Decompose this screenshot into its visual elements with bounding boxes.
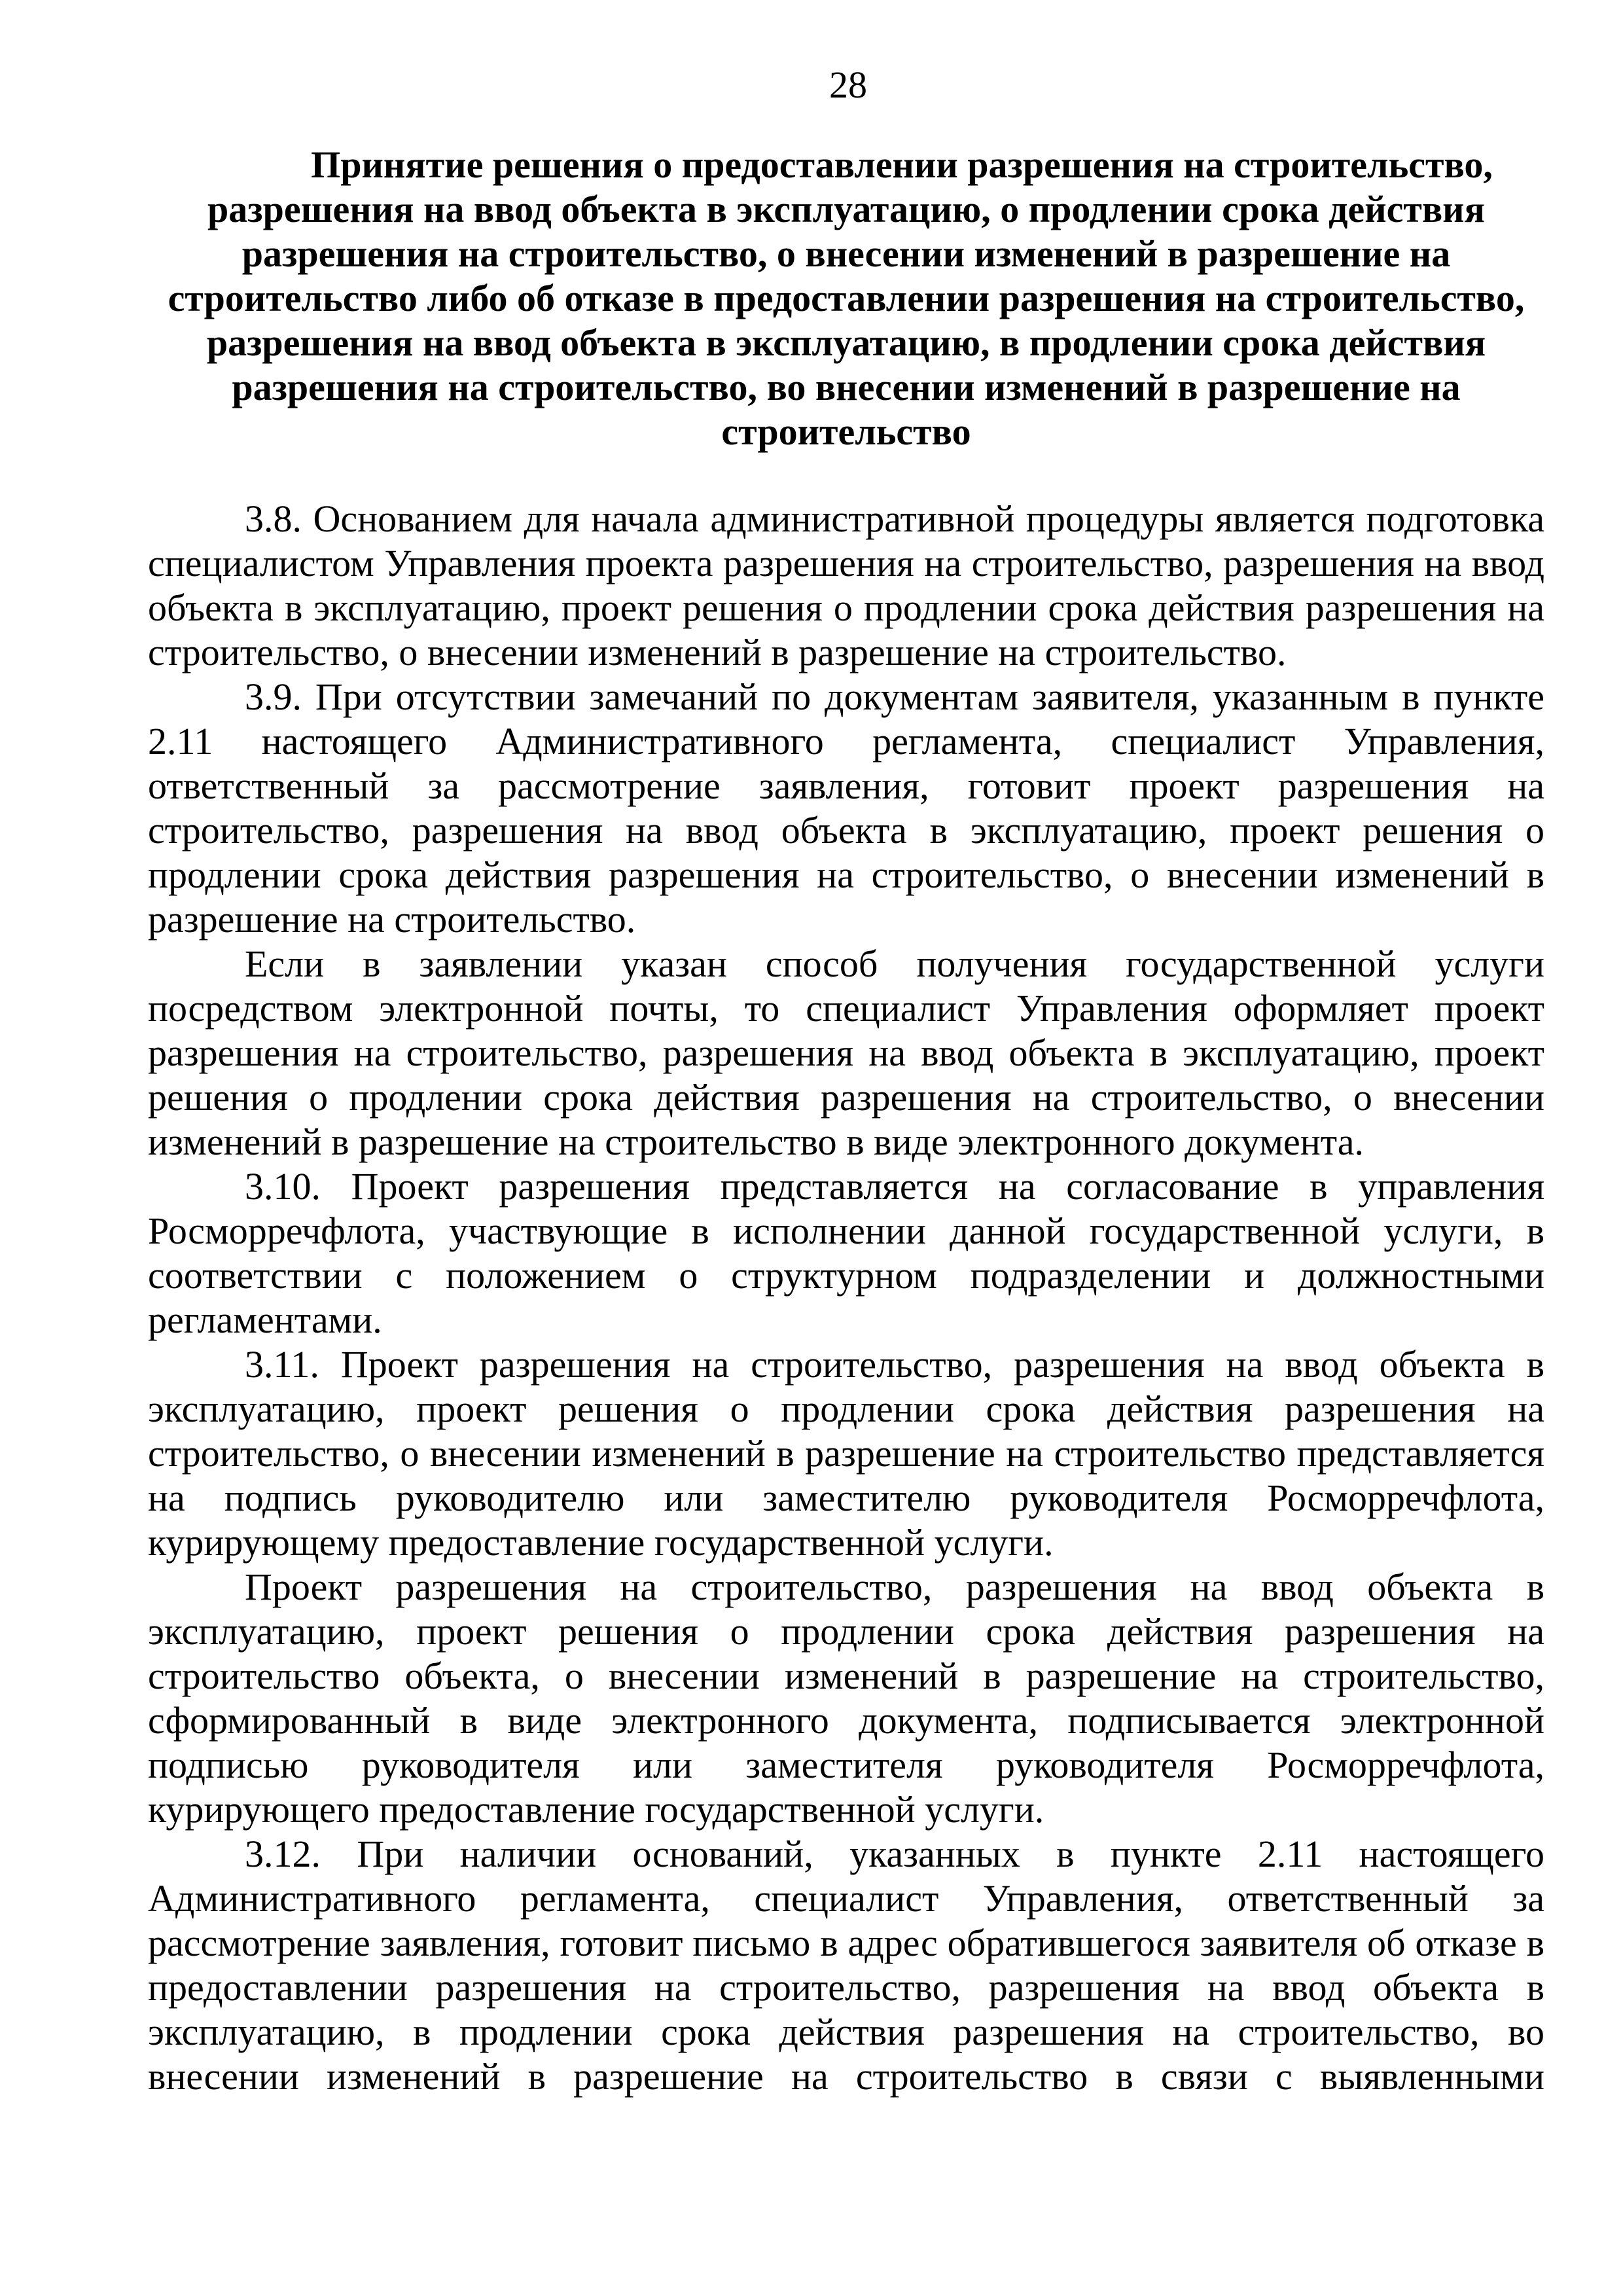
paragraph bbox=[148, 942, 1544, 1164]
paragraph-line: строительство объекта, о внесении изменений в разрешение на строительство, bbox=[148, 1655, 1544, 1697]
paragraph bbox=[148, 1342, 1544, 1565]
paragraph-line: предоставлении разрешения на строительство, разрешения на ввод объекта в bbox=[148, 1966, 1544, 2009]
title-line: разрешения на строительство, во внесении изменений в разрешение на bbox=[232, 366, 1461, 408]
paragraph-line: Административного регламента, специалист Управления, ответственный за bbox=[148, 1877, 1544, 1920]
paragraph-line: 3.12. При наличии оснований, указанных в пункте 2.11 настоящего bbox=[245, 1833, 1544, 1875]
paragraph-line: 3.11. Проект разрешения на строительство, разрешения на ввод объекта в bbox=[245, 1343, 1544, 1386]
paragraph bbox=[148, 1832, 1544, 2099]
paragraph bbox=[148, 497, 1544, 675]
paragraph bbox=[148, 675, 1544, 942]
paragraph-line: рассмотрение заявления, готовит письмо в адрес обратившегося заявителя об отказе в bbox=[148, 1922, 1544, 1964]
paragraph-line: курирующему предоставление государственной услуги. bbox=[148, 1521, 1054, 1564]
page-number: 28 bbox=[829, 63, 867, 106]
paragraph-line: изменений в разрешение на строительство в виде электронного документа. bbox=[148, 1121, 1364, 1163]
paragraph-line: эксплуатацию, проект решения о продлении срока действия разрешения на bbox=[148, 1610, 1544, 1653]
paragraph-line: продлении срока действия разрешения на строительство, о внесении изменений в bbox=[148, 853, 1544, 896]
title-line: Принятие решения о предоставлении разрешения на строительство, bbox=[311, 143, 1493, 186]
title-line: разрешения на ввод объекта в эксплуатацию, о продлении срока действия bbox=[207, 188, 1485, 230]
paragraph bbox=[148, 1164, 1544, 1342]
paragraph-line: сформированный в виде электронного документа, подписывается электронной bbox=[148, 1699, 1544, 1742]
paragraph-line: на подпись руководителю или заместителю руководителя Росморречфлота, bbox=[148, 1477, 1544, 1519]
paragraph-line: 3.9. При отсутствии замечаний по документам заявителя, указанным в пункте bbox=[245, 675, 1544, 718]
paragraph-line: регламентами. bbox=[148, 1299, 382, 1341]
paragraph-line: строительство, о внесении изменений в разрешение на строительство представляется bbox=[148, 1432, 1544, 1475]
paragraph-line: разрешение на строительство. bbox=[148, 898, 636, 941]
paragraph-line: специалистом Управления проекта разрешения на строительство, разрешения на ввод bbox=[148, 542, 1544, 584]
paragraph-line: объекта в эксплуатацию, проект решения о продлении срока действия разрешения на bbox=[148, 586, 1544, 629]
paragraph-line: 3.8. Основанием для начала административной процедуры является подготовка bbox=[245, 497, 1544, 540]
paragraph-line: Проект разрешения на строительство, разрешения на ввод объекта в bbox=[245, 1566, 1544, 1608]
paragraph bbox=[148, 1565, 1544, 1832]
paragraph-line: ответственный за рассмотрение заявления, готовит проект разрешения на bbox=[148, 764, 1544, 807]
section-title bbox=[148, 143, 1544, 454]
title-line: строительство либо об отказе в предоставлении разрешения на строительство, bbox=[168, 277, 1525, 319]
paragraph-line: внесении изменений в разрешение на строительство в связи с выявленными bbox=[148, 2055, 1544, 2098]
paragraph-line: Если в заявлении указан способ получения государственной услуги bbox=[245, 942, 1544, 985]
document-body bbox=[148, 497, 1544, 2099]
paragraph-line: эксплуатацию, проект решения о продлении срока действия разрешения на bbox=[148, 1388, 1544, 1430]
paragraph-line: курирующего предоставление государственной услуги. bbox=[148, 1788, 1044, 1831]
paragraph-line: строительство, разрешения на ввод объекта в эксплуатацию, проект решения о bbox=[148, 809, 1544, 852]
title-line: разрешения на строительство, о внесении изменений в разрешение на bbox=[241, 232, 1451, 275]
paragraph-line: подписью руководителя или заместителя руководителя Росморречфлота, bbox=[148, 1744, 1544, 1786]
paragraph-line: 3.10. Проект разрешения представляется на согласование в управления bbox=[245, 1165, 1544, 1208]
paragraph-line: строительство, о внесении изменений в разрешение на строительство. bbox=[148, 631, 1287, 673]
paragraph-line: эксплуатацию, в продлении срока действия разрешения на строительство, во bbox=[148, 2011, 1544, 2053]
paragraph-line: решения о продлении срока действия разрешения на строительство, о внесении bbox=[148, 1076, 1544, 1119]
paragraph-line: посредством электронной почты, то специалист Управления оформляет проект bbox=[148, 987, 1544, 1030]
paragraph-line: разрешения на строительство, разрешения на ввод объекта в эксплуатацию, проект bbox=[148, 1031, 1544, 1074]
title-line: разрешения на ввод объекта в эксплуатацию, в продлении срока действия bbox=[206, 321, 1486, 364]
paragraph-line: соответствии с положением о структурном подразделении и должностными bbox=[148, 1254, 1544, 1297]
paragraph-line: 2.11 настоящего Административного регламента, специалист Управления, bbox=[148, 720, 1544, 762]
title-line: строительство bbox=[721, 410, 971, 453]
paragraph-line: Росморречфлота, участвующие в исполнении данной государственной услуги, в bbox=[148, 1210, 1544, 1252]
